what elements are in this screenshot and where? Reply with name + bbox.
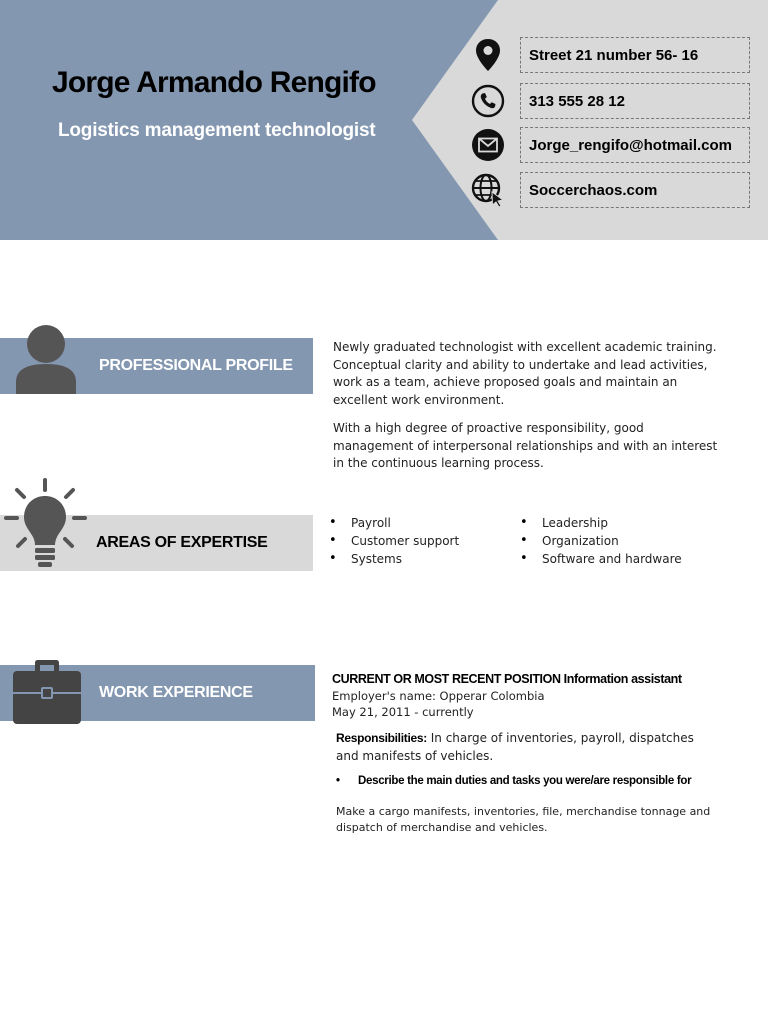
- list-item: • Leadership: [520, 514, 682, 532]
- work-heading: WORK EXPERIENCE: [99, 684, 253, 701]
- duties-text: Describe the main duties and tasks you were/are responsible for: [358, 775, 692, 787]
- list-item: • Payroll: [329, 514, 459, 532]
- list-item: • Customer support: [329, 532, 459, 550]
- candidate-title: Logistics management technologist: [58, 120, 376, 141]
- bullet-icon: •: [336, 775, 340, 787]
- profile-paragraph-1: Newly graduated technologist with excellent academic training. Conceptual clarity and ability to undertake and lead activities, work as a team, achieve proposed goals and maintain an excellent work environment.: [333, 340, 717, 407]
- address-field: Street 21 number 56- 16: [520, 37, 750, 73]
- expertise-heading: AREAS OF EXPERTISE: [96, 534, 268, 551]
- globe-icon: [470, 172, 506, 208]
- person-icon: [14, 324, 80, 394]
- list-item: • Organization: [520, 532, 682, 550]
- list-item: • Software and hardware: [520, 550, 682, 568]
- duties-bullet: [336, 775, 691, 787]
- expertise-list-2: [520, 514, 682, 568]
- expertise-list-1: [329, 514, 459, 568]
- position-title: CURRENT OR MOST RECENT POSITION Information assistant: [332, 672, 682, 686]
- employment-dates: May 21, 2011 - currently: [332, 705, 474, 719]
- briefcase-icon: [12, 659, 82, 725]
- mail-icon: [470, 127, 506, 163]
- responsibilities-label: Responsibilities:: [336, 731, 427, 745]
- phone-field: 313 555 28 12: [520, 83, 750, 119]
- website-field: Soccerchaos.com: [520, 172, 750, 208]
- phone-icon: [470, 83, 506, 119]
- header: [0, 0, 768, 240]
- responsibilities-text: In charge of inventories, payroll, dispatches and manifests of vehicles.: [336, 731, 694, 763]
- responsibilities: [336, 730, 716, 765]
- employer-name: Employer's name: Opperar Colombia: [332, 689, 545, 703]
- email-field: Jorge_rengifo@hotmail.com: [520, 127, 750, 163]
- list-item: • Systems: [329, 550, 459, 568]
- profile-paragraph-2: With a high degree of proactive responsibility, good management of interpersonal relationships and with an interest in the continuous learning process.: [333, 421, 718, 470]
- candidate-name: Jorge Armando Rengifo: [52, 66, 376, 99]
- profile-heading: PROFESSIONAL PROFILE: [99, 357, 293, 374]
- tasks-description: Make a cargo manifests, inventories, file, merchandise tonnage and dispatch of merchandise and vehicles.: [336, 805, 711, 834]
- lightbulb-icon: [3, 476, 91, 572]
- location-pin-icon: [470, 37, 506, 73]
